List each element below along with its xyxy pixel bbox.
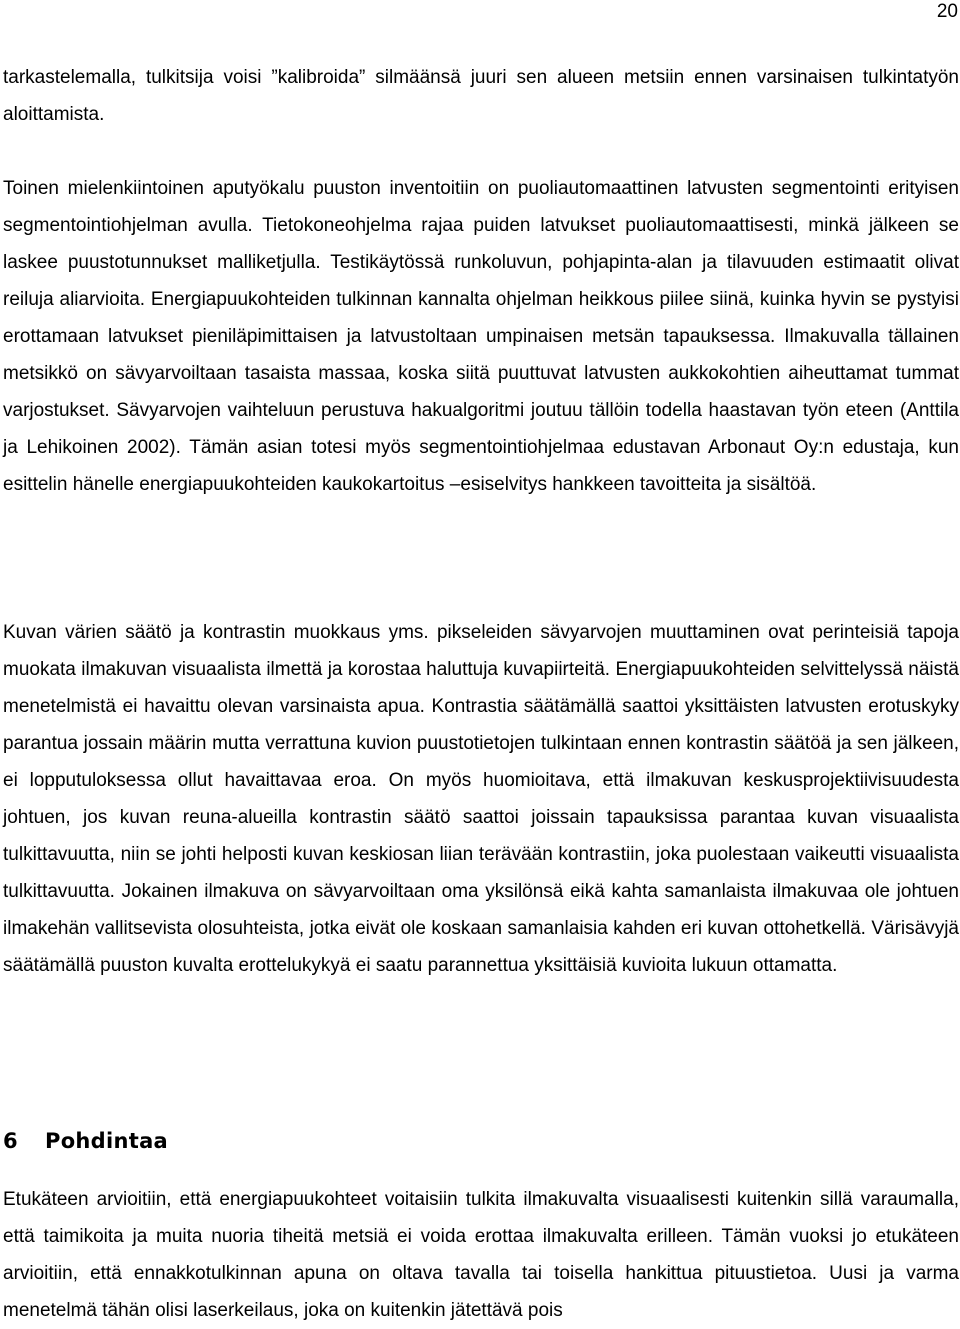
paragraph-discussion: Etukäteen arvioitiin, että energiapuukohteet voitaisiin tulkita ilmakuvalta visuaalisesti kuitenkin sillä varaumalla, että taimikoita ja muita nuoria tiheitä metsiä ei voida erottaa ilmakuvalta erilleen. Tämän vuoksi jo etukäteen arvioitiin, että ennakkotulkinnan apuna on oltava tavalla tai toisella hankittua pituustietoa. Uusi ja varma menetelmä tähän olisi laserkeilaus, joka on kuitenkin jätettävä pois [3,1189,959,1321]
paragraph-contrast-adjustment: Kuvan värien säätö ja kontrastin muokkaus yms. pikseleiden sävyarvojen muuttaminen ovat perinteisiä tapoja muokata ilmakuvan visuaalista ilmettä ja korostaa haluttuja kuvapiirteitä. Energiapuukohteiden selvittelyssä näistä menetelmistä ei havaittu olevan varsinaista apua. Kontrastia säätämällä saattoi yksittäisten latvusten erotuskyky parantua jossain määrin mutta verrattuna kuvion puustotietojen tulkintaan ennen kontrastin säätöä ja sen jälkeen, ei lopputuloksessa ollut havaittavaa eroa. On myös huomioitava, että ilmakuvan keskusprojektiivisuudesta johtuen, jos kuvan reuna-alueilla kontrastin säätö saattoi joissain tapauksissa parantaa kuvan visuaalista tulkittavuutta, niin se johti helposti kuvan keskiosan liian terävään kontrastiin, joka puolestaan vaikeutti visuaalista tulkittavuutta. Jokainen ilmakuva on sävyarvoiltaan oma yksilönsä eikä kahta samanlaista ilmakuvaa ole johtuen ilmakehän vallitsevista olosuhteista, jotka eivät ole koskaan samanlaisia kahden eri kuvan ottohetkellä. Värisävyjä säätämällä puuston kuvalta erottelukykyä ei saatu parannettua yksittäisiä kuvioita lukuun ottamatta. [3,622,959,976]
section-heading [3,1125,168,1157]
section-number: 6 [3,1129,18,1153]
paragraph-segmentation: Toinen mielenkiintoinen aputyökalu puuston inventoitiin on puoliautomaattinen latvusten segmentointi erityisen segmentointiohjelman avulla. Tietokoneohjelma rajaa puiden latvukset puoliautomaattisesti, minkä jälkeen se laskee puustotunnukset malliketjulla. Testikäytössä runkoluvun, pohjapinta-alan ja tilavuuden estimaatit olivat reiluja aliarvioita. Energiapuukohteiden tulkinnan kannalta ohjelman heikkous piilee siinä, kuinka hyvin se pystyisi erottamaan latvukset pieniläpimittaisen ja latvustoltaan umpinaisen metsän tapauksessa. Ilmakuvalla tällainen metsikkö on sävyarvoiltaan tasaista massaa, koska siitä puuttuvat latvusten aukkokohtien aiheuttamat tummat varjostukset. Sävyarvojen vaihteluun perustuva hakualgoritmi joutuu tällöin todella haastavan työn eteen (Anttila ja Lehikoinen 2002). Tämän asian totesi myös segmentointiohjelmaa edustavan Arbonaut Oy:n edustaja, kun esittelin hänelle energiapuukohteiden kaukokartoitus –esiselvitys hankkeen tavoitteita ja sisältöä. [3,178,959,495]
section-title: Pohdintaa [45,1129,169,1153]
paragraph-calibration: tarkastelemalla, tulkitsija voisi ”kalibroida” silmäänsä juuri sen alueen metsiin ennen varsinaisen tulkintatyön aloittamista. [3,67,959,125]
page-number: 20 [936,1,958,22]
